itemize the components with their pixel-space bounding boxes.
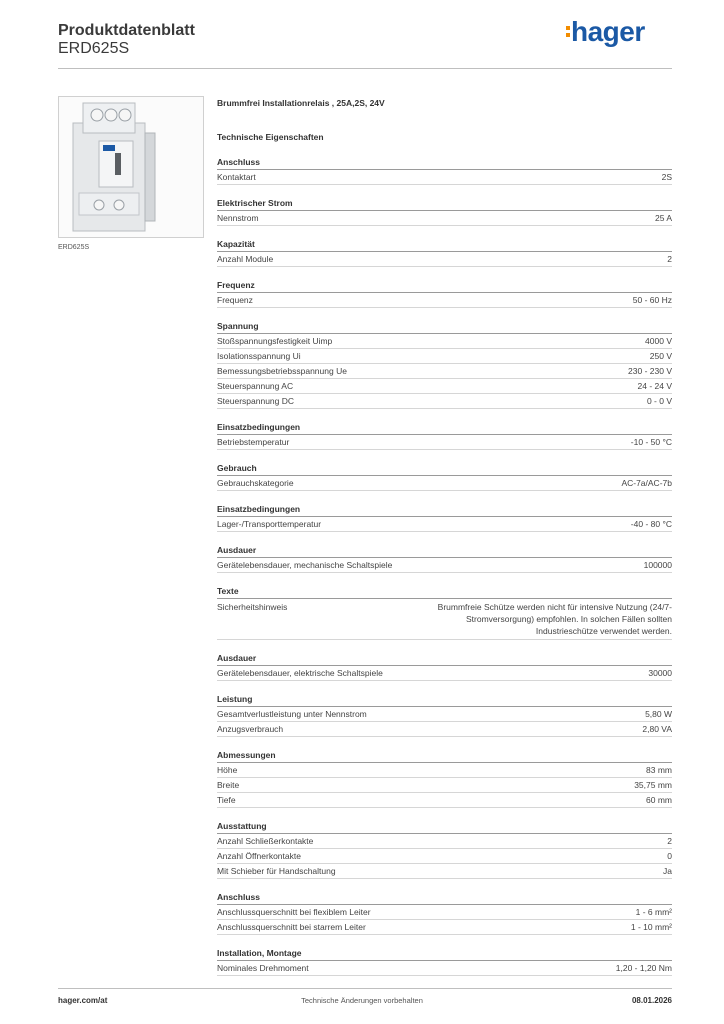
footer-date: 08.01.2026 [631,996,672,1005]
logo-text: hager [571,16,645,47]
section-title: Spannung [217,319,672,334]
spec-row [217,252,672,267]
spec-label: Nennstrom [217,213,259,223]
spec-value: Ja [663,866,672,876]
spec-section [217,692,672,737]
spec-section [217,946,672,976]
spec-value: -40 - 80 °C [630,519,672,529]
spec-label: Steuerspannung AC [217,381,294,391]
spec-row [217,961,672,976]
spec-section [217,651,672,681]
spec-label: Anzugsverbrauch [217,724,284,734]
section-title: Leistung [217,692,672,707]
section-title: Texte [217,584,672,599]
spec-value: 1 - 10 mm² [630,922,672,932]
relay-device-icon [59,97,203,237]
spec-row [217,170,672,185]
spec-row [217,834,672,849]
spec-value: 83 mm [646,765,672,775]
spec-label: Gesamtverlustleistung unter Nennstrom [217,709,367,719]
spec-value: Brummfreie Schütze werden nicht für intensive Nutzung (24/7-Stromversorgung) empfohlen. In solchen Fällen sollten Industrieschütze verwendet werden. [437,602,672,636]
spec-label: Mit Schieber für Handschaltung [217,866,336,876]
spec-value: 2,80 VA [642,724,672,734]
spec-row [217,763,672,778]
spec-row [217,558,672,573]
spec-row [217,334,672,349]
spec-label: Anzahl Schließerkontakte [217,836,314,846]
spec-value: 230 - 230 V [628,366,672,376]
hager-logo [566,16,645,48]
spec-section [217,584,672,640]
spec-label: Gerätelebensdauer, elektrische Schaltspiele [217,668,383,678]
section-title: Abmessungen [217,748,672,763]
spec-value: 25 A [654,213,672,223]
spec-row [217,864,672,879]
spec-label: Breite [217,780,240,790]
spec-row [217,476,672,491]
spec-row [217,211,672,226]
spec-row [217,364,672,379]
section-title: Installation, Montage [217,946,672,961]
spec-row [217,666,672,681]
spec-label: Steuerspannung DC [217,396,295,406]
spec-row [217,293,672,308]
spec-value: 100000 [643,560,672,570]
spec-label: Isolationsspannung Ui [217,351,301,361]
section-title: Ausdauer [217,543,672,558]
section-title: Ausdauer [217,651,672,666]
logo-dots-icon [566,23,570,40]
spec-label: Bemessungsbetriebsspannung Ue [217,366,347,376]
spec-row [217,778,672,793]
header-divider [58,68,672,69]
spec-row [217,435,672,450]
section-title: Einsatzbedingungen [217,420,672,435]
section-title: Kapazität [217,237,672,252]
section-title: Anschluss [217,890,672,905]
spec-value: 2 [667,836,672,846]
spec-label: Kontaktart [217,172,256,182]
spec-label: Anzahl Öffnerkontakte [217,851,301,861]
product-caption: ERD625S [58,244,90,251]
spec-label: Sicherheitshinweis [217,602,288,612]
spec-value: 35,75 mm [634,780,672,790]
section-title: Anschluss [217,155,672,170]
spec-label: Nominales Drehmoment [217,963,309,973]
spec-section [217,278,672,308]
section-title: Ausstattung [217,819,672,834]
spec-section [217,319,672,409]
spec-row [217,379,672,394]
spec-label: Tiefe [217,795,236,805]
spec-value: 50 - 60 Hz [632,295,672,305]
page-title: Produktdatenblatt [58,22,195,39]
section-title: Gebrauch [217,461,672,476]
spec-value: 2 [667,254,672,264]
section-title: Elektrischer Strom [217,196,672,211]
spec-value: 250 V [649,351,672,361]
spec-label: Betriebstemperatur [217,437,290,447]
spec-label: Lager-/Transporttemperatur [217,519,322,529]
spec-section [217,155,672,185]
spec-section [217,502,672,532]
page-subtitle: ERD625S [58,40,130,57]
product-name: Brummfrei Installationrelais , 25A,2S, 24V [217,98,385,108]
spec-section [217,237,672,267]
footer-notice: Technische Änderungen vorbehalten [301,996,423,1005]
spec-value: 0 [667,851,672,861]
tech-title: Technische Eigenschaften [217,132,324,142]
spec-row [217,905,672,920]
spec-row [217,793,672,808]
spec-section [217,196,672,226]
spec-value: 4000 V [645,336,672,346]
product-image [58,96,204,238]
spec-label: Frequenz [217,295,253,305]
spec-label: Anschlussquerschnitt bei flexiblem Leiter [217,907,371,917]
spec-section [217,748,672,808]
spec-row [217,849,672,864]
section-title: Einsatzbedingungen [217,502,672,517]
spec-row [217,394,672,409]
spec-section [217,461,672,491]
spec-value: 2S [661,172,672,182]
spec-content [217,96,672,976]
spec-section [217,543,672,573]
spec-value: AC-7a/AC-7b [621,478,672,488]
spec-value: 1 - 6 mm² [635,907,672,917]
footer-divider [58,988,672,989]
spec-row [217,599,672,640]
spec-label: Anschlussquerschnitt bei starrem Leiter [217,922,366,932]
spec-row [217,517,672,532]
spec-row [217,722,672,737]
spec-value: 0 - 0 V [646,396,672,406]
spec-value: 30000 [648,668,672,678]
spec-label: Stoßspannungsfestigkeit Uimp [217,336,333,346]
spec-value: 24 - 24 V [637,381,672,391]
spec-value: 60 mm [646,795,672,805]
spec-section [217,890,672,935]
spec-label: Höhe [217,765,238,775]
spec-section [217,420,672,450]
spec-row [217,349,672,364]
spec-row [217,707,672,722]
spec-label: Gebrauchskategorie [217,478,294,488]
section-title: Frequenz [217,278,672,293]
spec-label: Gerätelebensdauer, mechanische Schaltspiele [217,560,393,570]
footer-link[interactable]: hager.com/at [58,996,108,1005]
spec-sections [217,155,672,976]
spec-value: -10 - 50 °C [630,437,672,447]
spec-value: 1,20 - 1,20 Nm [615,963,672,973]
spec-section [217,819,672,879]
spec-value: 5,80 W [645,709,672,719]
spec-label: Anzahl Module [217,254,274,264]
spec-row [217,920,672,935]
